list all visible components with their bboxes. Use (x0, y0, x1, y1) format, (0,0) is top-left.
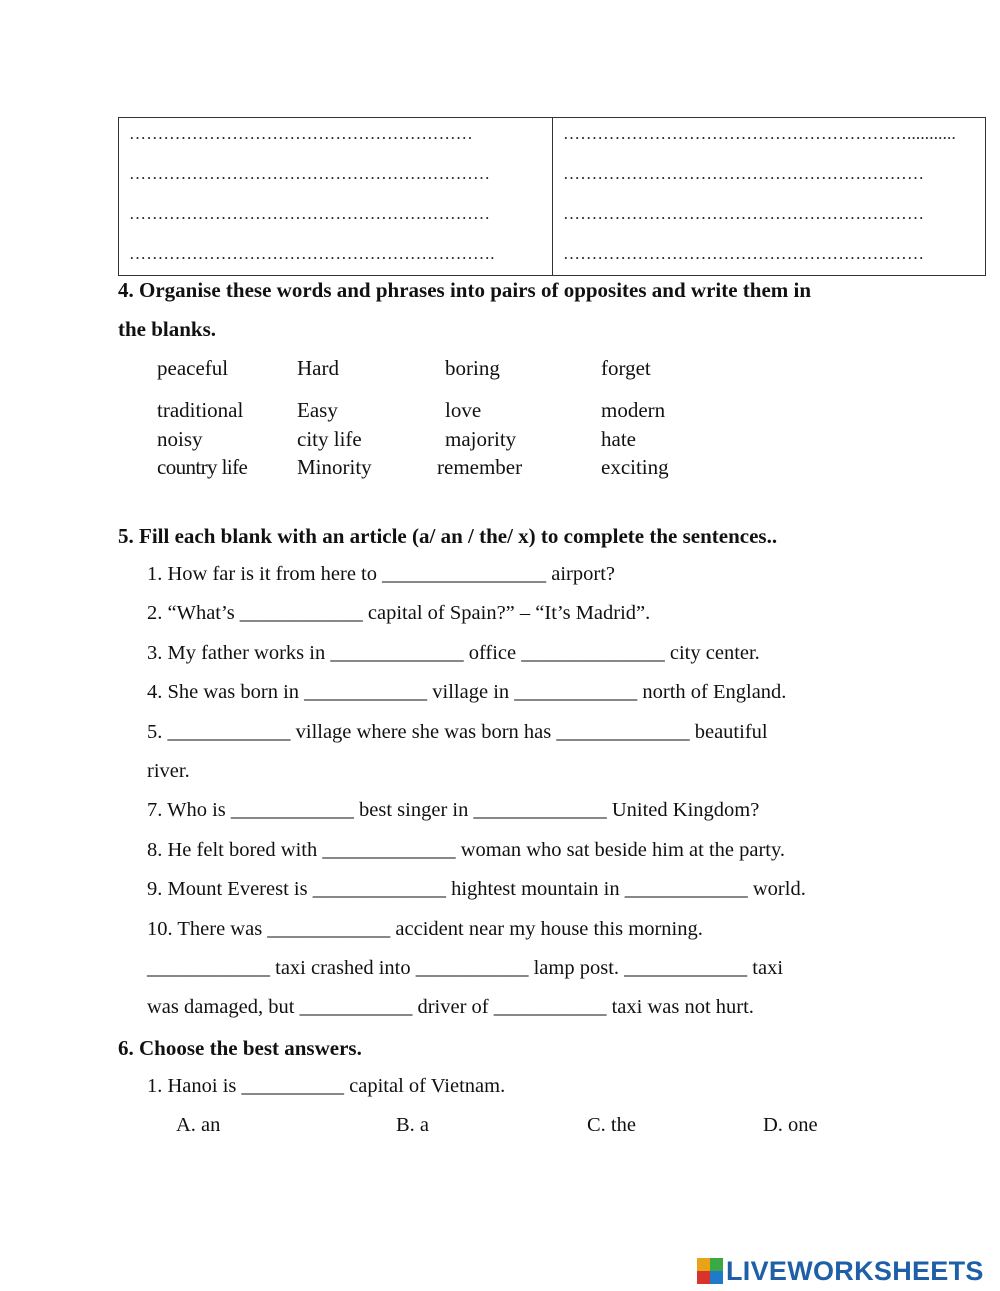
table-left-row-2[interactable]: ……………………………………………………… (129, 164, 491, 183)
word-item: peaceful (157, 356, 229, 380)
word-item: exciting (601, 455, 669, 479)
logo-badge-icon (697, 1258, 723, 1284)
exercise-line[interactable]: 2. “What’s ____________ capital of Spain?” – “It’s Madrid”. (147, 602, 651, 624)
exercise-line[interactable]: was damaged, but ___________ driver of ___________ taxi was not hurt. (147, 996, 754, 1018)
word-item: modern (601, 398, 666, 422)
exercise-line: river. (147, 760, 190, 782)
logo-square-icon (697, 1271, 710, 1284)
table-divider (552, 118, 553, 275)
section4-title-cont: the blanks. (118, 317, 217, 341)
logo-text: LIVEWORKSHEETS (726, 1255, 984, 1286)
question-line[interactable]: 1. Hanoi is __________ capital of Vietnam. (147, 1075, 506, 1097)
exercise-line[interactable]: 1. How far is it from here to ________________ airport? (147, 563, 615, 585)
logo-square-icon (710, 1258, 723, 1271)
word-item: Minority (297, 455, 372, 479)
table-right-row-1[interactable]: ……………………………………………………........... (563, 124, 956, 143)
word-item: majority (445, 427, 517, 451)
word-item: remember (437, 455, 523, 479)
word-item: traditional (157, 398, 244, 422)
word-item: love (445, 398, 482, 422)
option-b[interactable]: B. a (396, 1114, 430, 1136)
logo-square-icon (710, 1271, 723, 1284)
option-d[interactable]: D. one (763, 1114, 818, 1136)
section6-title: 6. Choose the best answers. (118, 1036, 362, 1060)
word-item: boring (445, 356, 500, 380)
exercise-line[interactable]: 3. My father works in _____________ office ______________ city center. (147, 642, 760, 664)
exercise-line[interactable]: 10. There was ____________ accident near my house this morning. (147, 918, 703, 940)
option-a[interactable]: A. an (176, 1114, 221, 1136)
table-right-row-2[interactable]: ……………………………………………………… (563, 164, 925, 183)
table-right-row-4[interactable]: ……………………………………………………… (563, 244, 925, 263)
word-item: forget (601, 356, 651, 380)
word-item: hate (601, 427, 636, 451)
exercise-line[interactable]: 8. He felt bored with _____________ woman who sat beside him at the party. (147, 839, 786, 861)
word-item: Hard (297, 356, 339, 380)
word-item: country life (157, 455, 248, 479)
section4-title: 4. Organise these words and phrases into pairs of opposites and write them in (118, 278, 812, 302)
word-item: city life (297, 427, 362, 451)
exercise-line[interactable]: 5. ____________ village where she was born has _____________ beautiful (147, 721, 768, 743)
table-left-row-3[interactable]: ……………………………………………………… (129, 204, 491, 223)
table-left-row-1[interactable]: …………………………………………………… (129, 124, 473, 143)
section5-title: 5. Fill each blank with an article (a/ an / the/ x) to complete the sentences.. (118, 524, 778, 548)
exercise-line[interactable]: 9. Mount Everest is _____________ hightest mountain in ____________ world. (147, 878, 806, 900)
exercise-line[interactable]: 7. Who is ____________ best singer in _____________ United Kingdom? (147, 799, 760, 821)
table-left-row-4[interactable]: ………………………………………………………. (129, 244, 495, 263)
logo-square-icon (697, 1258, 710, 1271)
liveworksheets-logo[interactable] (697, 1256, 984, 1286)
exercise-line[interactable]: 4. She was born in ____________ village in ____________ north of England. (147, 681, 787, 703)
option-c[interactable]: C. the (587, 1114, 636, 1136)
word-item: noisy (157, 427, 203, 451)
table-right-row-3[interactable]: ……………………………………………………… (563, 204, 925, 223)
answer-table (118, 117, 986, 276)
exercise-line[interactable]: ____________ taxi crashed into ___________ lamp post. ____________ taxi (147, 957, 784, 979)
word-item: Easy (297, 398, 338, 422)
